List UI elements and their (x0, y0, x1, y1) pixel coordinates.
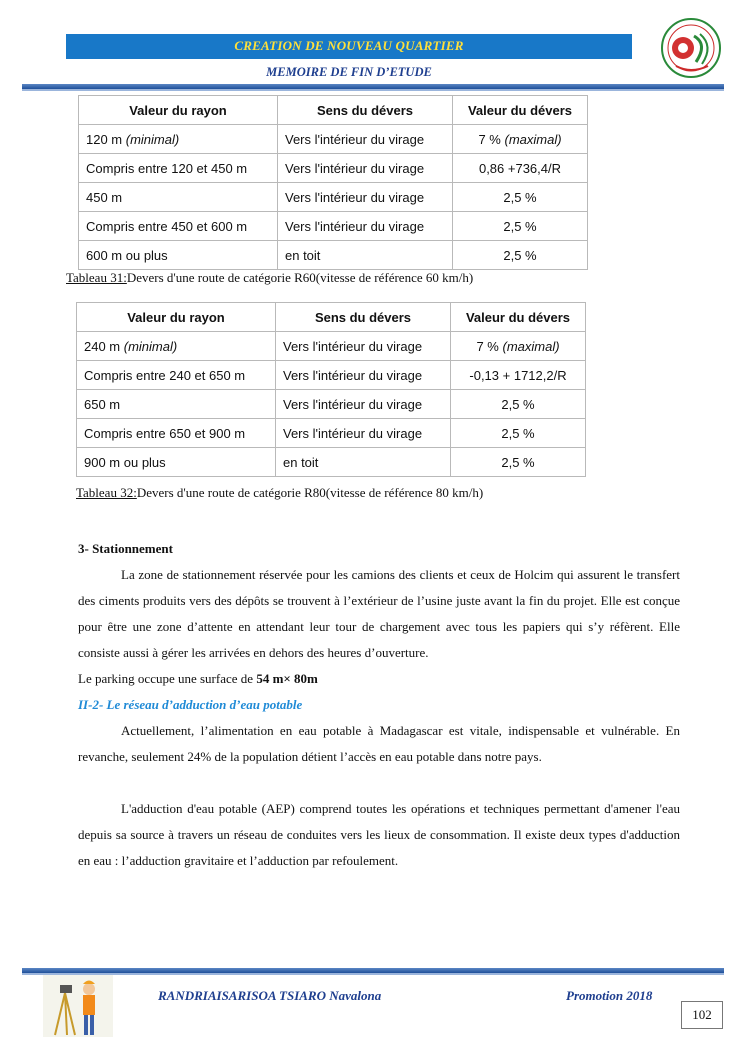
table-row (79, 212, 588, 241)
devers-cell: 2,5 % (451, 419, 586, 448)
rayon-cell: 450 m (79, 183, 278, 212)
devers-note: (maximal) (504, 131, 562, 147)
devers-cell: -0,13 + 1712,2/R (451, 361, 586, 390)
sens-cell: Vers l'intérieur du virage (278, 125, 453, 154)
rayon-cell: 600 m ou plus (79, 241, 278, 270)
table-32 (76, 302, 586, 477)
column-header: Sens du dévers (278, 96, 453, 125)
devers-cell: 0,86 +736,4/R (453, 154, 588, 183)
footer-rule (22, 968, 724, 975)
caption-label: Tableau 31: (66, 270, 127, 285)
table-row (77, 361, 586, 390)
table-row (77, 332, 586, 361)
rayon-cell (79, 125, 278, 154)
school-logo-icon (656, 16, 726, 84)
table-row (77, 390, 586, 419)
rayon-cell: 650 m (77, 390, 276, 419)
paragraph-alimentation (78, 718, 680, 770)
rayon-value: 120 m (86, 131, 123, 147)
table-header-row (77, 303, 586, 332)
devers-cell (451, 332, 586, 361)
page-number: 102 (681, 1001, 723, 1029)
rayon-cell: Compris entre 450 et 600 m (79, 212, 278, 241)
devers-cell: 2,5 % (453, 212, 588, 241)
header-subtitle: MEMOIRE DE FIN D’ETUDE (266, 65, 432, 79)
devers-value: 7 % (476, 338, 499, 354)
devers-note: (maximal) (502, 338, 560, 354)
table-row (77, 419, 586, 448)
column-header: Valeur du rayon (79, 96, 278, 125)
sens-cell: Vers l'intérieur du virage (278, 183, 453, 212)
table-row (79, 241, 588, 270)
table-row (79, 183, 588, 212)
surface-text: Le parking occupe une surface de (78, 671, 254, 686)
sens-cell: Vers l'intérieur du virage (278, 212, 453, 241)
table-row (79, 154, 588, 183)
sens-cell: Vers l'intérieur du virage (276, 332, 451, 361)
devers-cell: 2,5 % (453, 241, 588, 270)
rayon-cell: Compris entre 650 et 900 m (77, 419, 276, 448)
rayon-cell: Compris entre 120 et 450 m (79, 154, 278, 183)
sens-cell: Vers l'intérieur du virage (276, 390, 451, 419)
sens-cell: en toit (276, 448, 451, 477)
surface-value: 54 m× 80m (256, 671, 318, 686)
caption-text: Devers d'une route de catégorie R80(vitesse de référence 80 km/h) (136, 485, 484, 500)
caption-label: Tableau 32: (76, 485, 137, 500)
table-31-caption (66, 270, 473, 286)
rayon-note: (minimal) (123, 338, 178, 354)
header-title: CREATION DE NOUVEAU QUARTIER (234, 38, 464, 53)
devers-cell (453, 125, 588, 154)
footer-author: RANDRIAISARISOA TSIARO Navalona (158, 988, 382, 1003)
column-header: Valeur du dévers (451, 303, 586, 332)
sens-cell: Vers l'intérieur du virage (276, 361, 451, 390)
section-title-adduction: II-2- Le réseau d’adduction d’eau potable (78, 697, 303, 712)
rayon-value: 240 m (84, 338, 121, 354)
paragraph-text: Actuellement, l’alimentation en eau potable à Madagascar est vitale, indispensable et vulnérable. En revanche, seulement 24% de la population détient l’accès en eau potable dans notre pays. (78, 723, 680, 764)
rayon-cell (77, 332, 276, 361)
column-header: Valeur du dévers (453, 96, 588, 125)
caption-text: Devers d'une route de catégorie R60(vitesse de référence 60 km/h) (126, 270, 474, 285)
footer-promotion: Promotion 2018 (566, 988, 653, 1003)
paragraph-text: L'adduction d'eau potable (AEP) comprend toutes les opérations et techniques permettant d'amener l'eau depuis sa source à travers un réseau de conduites vers les lieux de consommation. Il existe deux types d'adduction en eau : l’adduction gravitaire et l’adduction par refoulement. (78, 801, 680, 868)
table-row (77, 448, 586, 477)
sens-cell: Vers l'intérieur du virage (276, 419, 451, 448)
header-rule (22, 84, 724, 91)
devers-value: 7 % (478, 131, 501, 147)
rayon-cell: 900 m ou plus (77, 448, 276, 477)
sens-cell: en toit (278, 241, 453, 270)
table-header-row (79, 96, 588, 125)
table-row (79, 125, 588, 154)
table-31 (78, 95, 588, 270)
rayon-cell: Compris entre 240 et 650 m (77, 361, 276, 390)
table-32-caption (76, 485, 483, 501)
rayon-note: (minimal) (125, 131, 180, 147)
devers-cell: 2,5 % (451, 390, 586, 419)
section-title-stationnement: 3- Stationnement (78, 541, 173, 556)
paragraph-aep (78, 796, 680, 874)
column-header: Valeur du rayon (77, 303, 276, 332)
surveyor-icon (43, 975, 113, 1037)
column-header: Sens du dévers (276, 303, 451, 332)
paragraph-text: La zone de stationnement réservée pour les camions des clients et ceux de Holcim qui assurent le transfert des ciments produits vers des dépôts se trouvent à l’extérieur de l’usine juste avant la fin du projet. Elle est conçue pour être une zone d’attente en attendant leur tour de chargement avec tous les papiers qui s’y réfèrent. Elle consiste aussi à gérer les arrivées en dehors des heures d’ouverture. (78, 567, 680, 660)
devers-cell: 2,5 % (451, 448, 586, 477)
sens-cell: Vers l'intérieur du virage (278, 154, 453, 183)
devers-cell: 2,5 % (453, 183, 588, 212)
paragraph-stationnement (78, 562, 680, 692)
